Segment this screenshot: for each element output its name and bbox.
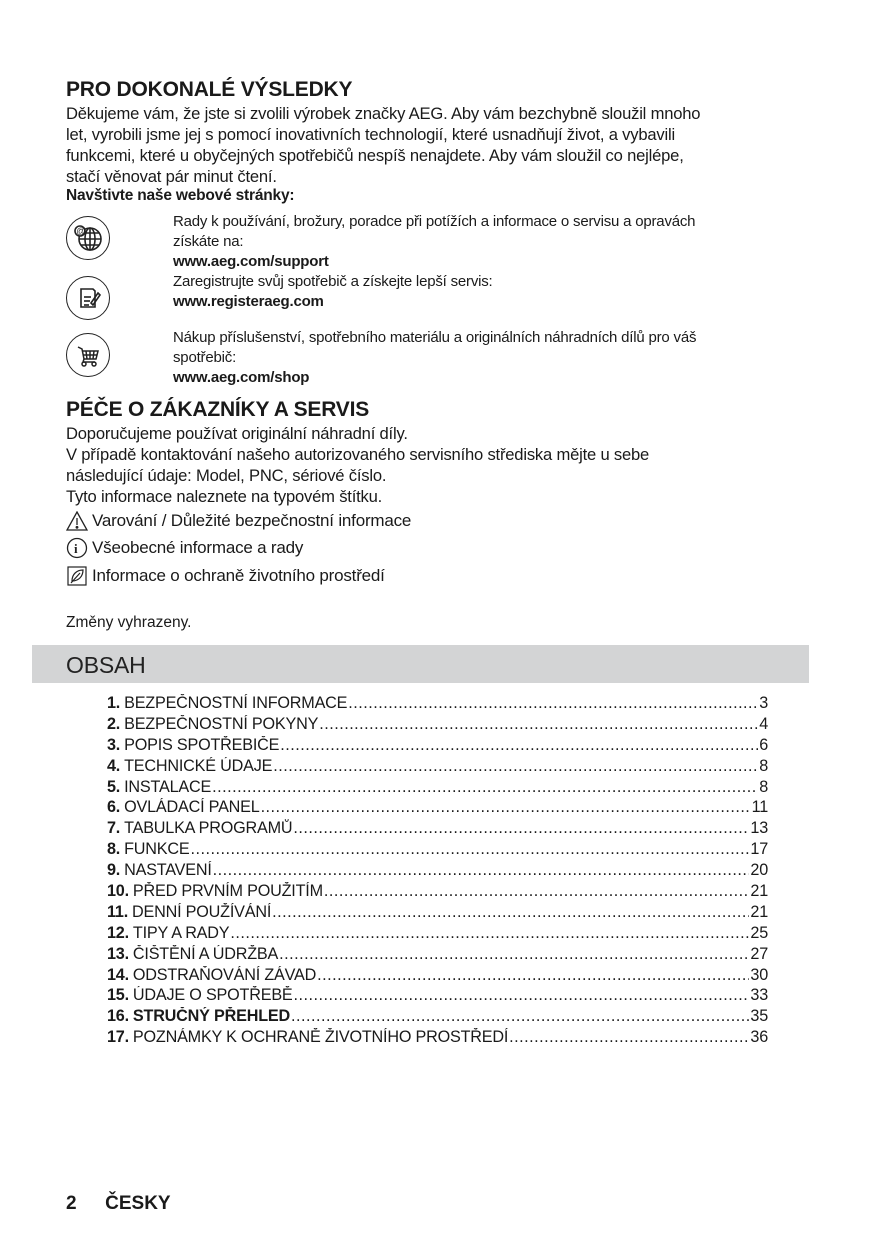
toc-item-page: 33	[750, 986, 768, 1005]
toc-item-page: 6	[759, 735, 768, 754]
toc-item[interactable]: 8. FUNKCE ..... 17	[107, 840, 768, 861]
toc-item-page: 25	[750, 923, 768, 942]
toc-item-label: NASTAVENÍ	[124, 861, 212, 880]
support-url-link[interactable]: www.aeg.com/support	[173, 253, 329, 270]
toc-item-label: TIPY A RADY	[132, 923, 230, 942]
toc-item-label: ÚDAJE O SPOTŘEBĚ	[132, 986, 293, 1005]
care-line: Tyto informace naleznete na typovém štítku.	[66, 487, 383, 506]
intro-line: stačí věnovat pár minut čtení.	[66, 167, 277, 186]
toc-item-page: 13	[750, 819, 768, 838]
toc-item-page: 36	[750, 1028, 768, 1047]
care-line: následující údaje: Model, PNC, sériové číslo.	[66, 466, 387, 485]
table-of-contents	[107, 694, 768, 1049]
info-circle-icon	[66, 537, 88, 559]
legend-environment-label: Informace o ochraně životního prostředí	[92, 566, 385, 585]
care-line: Doporučujeme používat originální náhradní díly.	[66, 424, 408, 443]
legend-warning	[66, 510, 411, 532]
language-label: ČESKY	[105, 1193, 171, 1214]
shopping-cart-icon	[66, 333, 110, 377]
toc-item-label: DENNÍ POUŽÍVÁNÍ	[132, 902, 272, 921]
support-link-block	[173, 212, 813, 312]
register-description: Zaregistrujte svůj spotřebič a získejte lepší servis:	[173, 273, 493, 290]
shop-description-line: Nákup příslušenství, spotřebního materiálu a originálních náhradních dílů pro váš	[173, 329, 697, 346]
section-title-customer-care: PÉČE O ZÁKAZNÍKY A SERVIS	[66, 398, 370, 421]
toc-header-bar	[32, 645, 809, 683]
warning-triangle-icon	[66, 510, 88, 532]
visit-website-label: Navštivte naše webové stránky:	[66, 187, 295, 204]
intro-line: Děkujeme vám, že jste si zvolili výrobek značky AEG. Aby vám bezchybně sloužil mnoho	[66, 104, 701, 123]
toc-item[interactable]: 6. OVLÁDACÍ PANEL ..... 11	[107, 798, 768, 819]
leaf-environment-icon	[66, 565, 88, 587]
shop-description-line: spotřebič:	[173, 349, 237, 366]
toc-item-page: 21	[750, 902, 768, 921]
toc-item[interactable]: 3. POPIS SPOTŘEBIČE ..... 6	[107, 736, 768, 757]
toc-item-page: 8	[759, 756, 768, 775]
toc-item[interactable]: 5. INSTALACE ..... 8	[107, 778, 768, 799]
toc-item-label: POZNÁMKY K OCHRANĚ ŽIVOTNÍHO PROSTŘEDÍ	[132, 1028, 509, 1047]
toc-item[interactable]: 12. TIPY A RADY ..... 25	[107, 924, 768, 945]
changes-reserved-notice: Změny vyhrazeny.	[66, 614, 192, 631]
toc-item[interactable]: 9. NASTAVENÍ ..... 20	[107, 861, 768, 882]
toc-item-label: POPIS SPOTŘEBIČE	[124, 735, 280, 754]
toc-item-page: 3	[759, 694, 768, 712]
toc-item[interactable]: 14. ODSTRAŇOVÁNÍ ZÁVAD ..... 30	[107, 966, 768, 987]
toc-item-label: STRUČNÝ PŘEHLED	[132, 1007, 290, 1026]
toc-item[interactable]: 10. PŘED PRVNÍM POUŽITÍM ..... 21	[107, 882, 768, 903]
toc-item-label: TECHNICKÉ ÚDAJE	[124, 756, 273, 775]
toc-item-page: 21	[750, 882, 768, 901]
intro-paragraph	[66, 103, 826, 187]
toc-item-page: 8	[759, 777, 768, 796]
toc-item-page: 20	[750, 861, 768, 880]
svg-text:@: @	[76, 226, 86, 236]
toc-item-label: INSTALACE	[124, 777, 212, 796]
toc-item[interactable]: 4. TECHNICKÉ ÚDAJE ..... 8	[107, 757, 768, 778]
legend-info-label: Všeobecné informace a rady	[92, 538, 304, 557]
toc-item-label: ODSTRAŇOVÁNÍ ZÁVAD	[132, 965, 317, 984]
toc-item[interactable]: 2. BEZPEČNOSTNÍ POKYNY ..... 4	[107, 715, 768, 736]
shop-url-link[interactable]: www.aeg.com/shop	[173, 369, 310, 386]
page-footer	[66, 1193, 171, 1215]
register-document-icon	[66, 276, 110, 320]
legend-info	[66, 537, 303, 559]
toc-item[interactable]: 7. TABULKA PROGRAMŮ ..... 13	[107, 819, 768, 840]
toc-item[interactable]: 16. STRUČNÝ PŘEHLED ..... 35	[107, 1007, 768, 1028]
toc-item-page: 30	[750, 965, 768, 984]
toc-item-label: PŘED PRVNÍM POUŽITÍM	[132, 882, 323, 901]
legend-warning-label: Varování / Důležité bezpečnostní informace	[92, 511, 412, 530]
toc-item-label: ČIŠTĚNÍ A ÚDRŽBA	[132, 944, 279, 963]
page-number: 2	[66, 1193, 77, 1214]
support-description-line: získáte na:	[173, 233, 244, 250]
svg-text:i: i	[74, 541, 78, 556]
toc-title: OBSAH	[66, 652, 146, 678]
toc-item[interactable]: 17. POZNÁMKY K OCHRANĚ ŽIVOTNÍHO PROSTŘEDÍ ..... 36	[107, 1028, 768, 1049]
section-title-best-results: PRO DOKONALÉ VÝSLEDKY	[66, 78, 353, 101]
toc-item[interactable]: 11. DENNÍ POUŽÍVÁNÍ ..... 21	[107, 903, 768, 924]
intro-line: funkcemi, které u obyčejných spotřebičů nespíš nenajdete. Aby vám sloužil co nejlépe,	[66, 146, 684, 165]
customer-care-paragraph	[66, 423, 826, 507]
toc-item-page: 11	[751, 798, 768, 817]
toc-item-label: BEZPEČNOSTNÍ INFORMACE	[124, 694, 348, 712]
intro-line: let, vyrobili jsme jej s pomocí inovativních technologií, které usnadňují život, a vybavili	[66, 125, 675, 144]
globe-at-icon	[66, 216, 110, 260]
toc-item-page: 35	[750, 1007, 768, 1026]
toc-item-label: TABULKA PROGRAMŮ	[124, 819, 293, 838]
care-line: V případě kontaktování našeho autorizovaného servisního střediska mějte u sebe	[66, 445, 650, 464]
toc-item[interactable]: 1. BEZPEČNOSTNÍ INFORMACE ..... 3	[107, 694, 768, 715]
register-url-link[interactable]: www.registeraeg.com	[173, 293, 324, 310]
toc-item-label: BEZPEČNOSTNÍ POKYNY	[124, 714, 319, 733]
toc-item[interactable]: 15. ÚDAJE O SPOTŘEBĚ ..... 33	[107, 986, 768, 1007]
legend-environment	[66, 565, 385, 587]
toc-item-page: 17	[750, 840, 768, 859]
toc-item-page: 27	[750, 944, 768, 963]
toc-item[interactable]: 13. ČIŠTĚNÍ A ÚDRŽBA ..... 27	[107, 945, 768, 966]
toc-item-label: FUNKCE	[124, 840, 190, 859]
shop-link-block	[173, 328, 813, 388]
support-description-line: Rady k používání, brožury, poradce při potížích a informace o servisu a opravách	[173, 213, 696, 230]
toc-item-page: 4	[759, 714, 768, 733]
toc-item-label: OVLÁDACÍ PANEL	[124, 798, 260, 817]
